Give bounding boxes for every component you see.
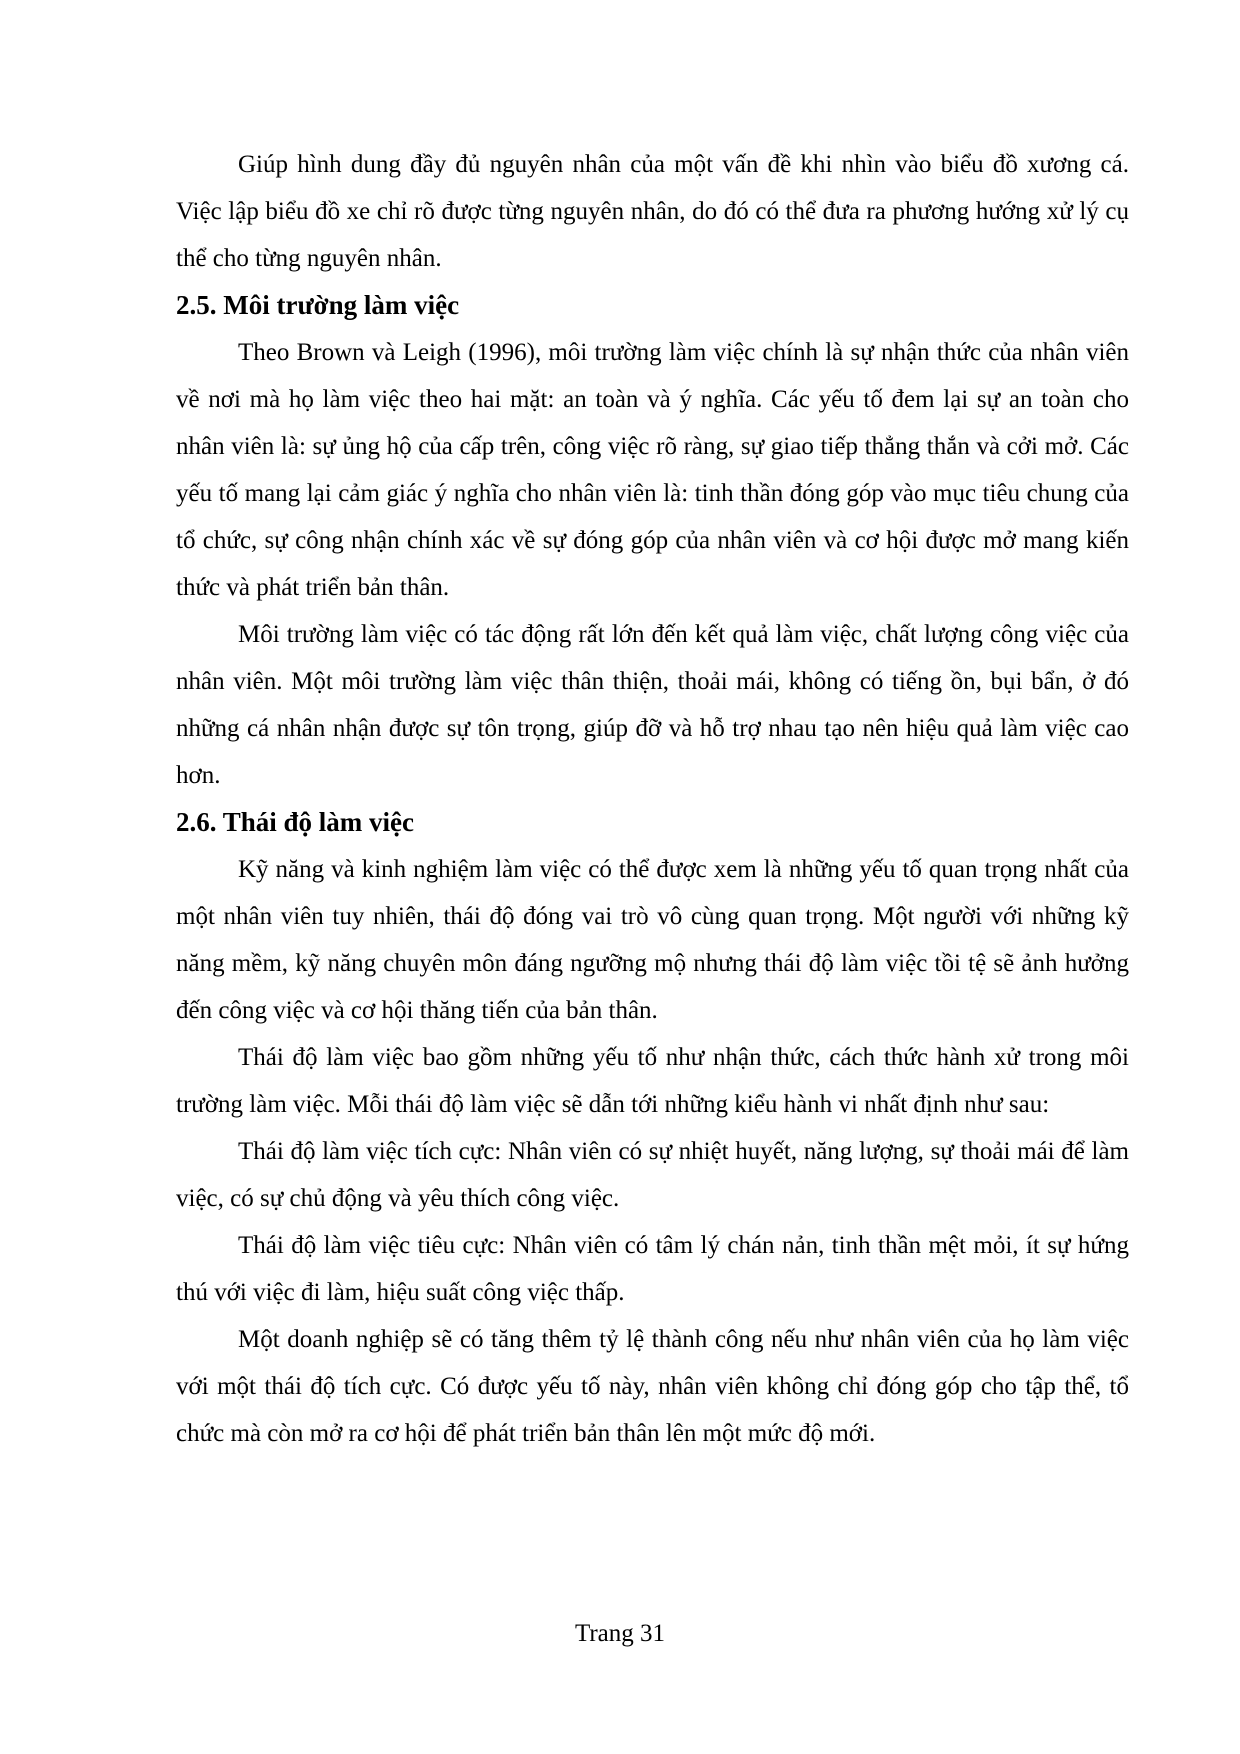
page-number: Trang 31 xyxy=(574,1620,666,1647)
paragraph-attitude-definition: Thái độ làm việc bao gồm những yếu tố như nhận thức, cách thức hành xử trong môi trường làm việc. Mỗi thái độ làm việc sẽ dẫn tới những kiểu hành vi nhất định như sau: xyxy=(176,1044,1129,1118)
paragraph-intro: Giúp hình dung đầy đủ nguyên nhân của một vấn đề khi nhìn vào biểu đồ xương cá. Việc lập biểu đồ xe chỉ rõ được từng nguyên nhân, do đó có thể đưa ra phương hướng xử lý cụ thể cho từng nguyên nhân. xyxy=(176,151,1129,272)
document-page xyxy=(176,141,1129,1457)
paragraph-attitude-importance: Kỹ năng và kinh nghiệm làm việc có thể được xem là những yếu tố quan trọng nhất của một nhân viên tuy nhiên, thái độ đóng vai trò vô cùng quan trọng. Một người với những kỹ năng mềm, kỹ năng chuyên môn đáng ngưỡng mộ nhưng thái độ làm việc tồi tệ sẽ ảnh hưởng đến công việc và cơ hội thăng tiến của bản thân. xyxy=(176,856,1129,1024)
paragraph-positive-attitude: Thái độ làm việc tích cực: Nhân viên có sự nhiệt huyết, năng lượng, sự thoải mái để làm việc, có sự chủ động và yêu thích công việc. xyxy=(176,1138,1129,1212)
section-heading-2-5: 2.5. Môi trường làm việc xyxy=(176,290,460,320)
paragraph-work-environment-definition: Theo Brown và Leigh (1996), môi trường làm việc chính là sự nhận thức của nhân viên về nơi mà họ làm việc theo hai mặt: an toàn và ý nghĩa. Các yếu tố đem lại sự an toàn cho nhân viên là: sự ủng hộ của cấp trên, công việc rõ ràng, sự giao tiếp thẳng thắn và cởi mở. Các yếu tố mang lại cảm giác ý nghĩa cho nhân viên là: tinh thần đóng góp vào mục tiêu chung của tổ chức, sự công nhận chính xác về sự đóng góp của nhân viên và cơ hội được mở mang kiến thức và phát triển bản thân. xyxy=(176,339,1129,601)
paragraph-work-environment-impact: Môi trường làm việc có tác động rất lớn đến kết quả làm việc, chất lượng công việc của nhân viên. Một môi trường làm việc thân thiện, thoải mái, không có tiếng ồn, bụi bẩn, ở đó những cá nhân nhận được sự tôn trọng, giúp đỡ và hỗ trợ nhau tạo nên hiệu quả làm việc cao hơn. xyxy=(176,621,1129,789)
paragraph-negative-attitude: Thái độ làm việc tiêu cực: Nhân viên có tâm lý chán nản, tinh thần mệt mỏi, ít sự hứng thú với việc đi làm, hiệu suất công việc thấp. xyxy=(176,1232,1129,1306)
section-heading-2-6: 2.6. Thái độ làm việc xyxy=(176,807,415,837)
paragraph-attitude-conclusion: Một doanh nghiệp sẽ có tăng thêm tỷ lệ thành công nếu như nhân viên của họ làm việc với một thái độ tích cực. Có được yếu tố này, nhân viên không chỉ đóng góp cho tập thể, tổ chức mà còn mở ra cơ hội để phát triển bản thân lên một mức độ mới. xyxy=(176,1326,1129,1447)
